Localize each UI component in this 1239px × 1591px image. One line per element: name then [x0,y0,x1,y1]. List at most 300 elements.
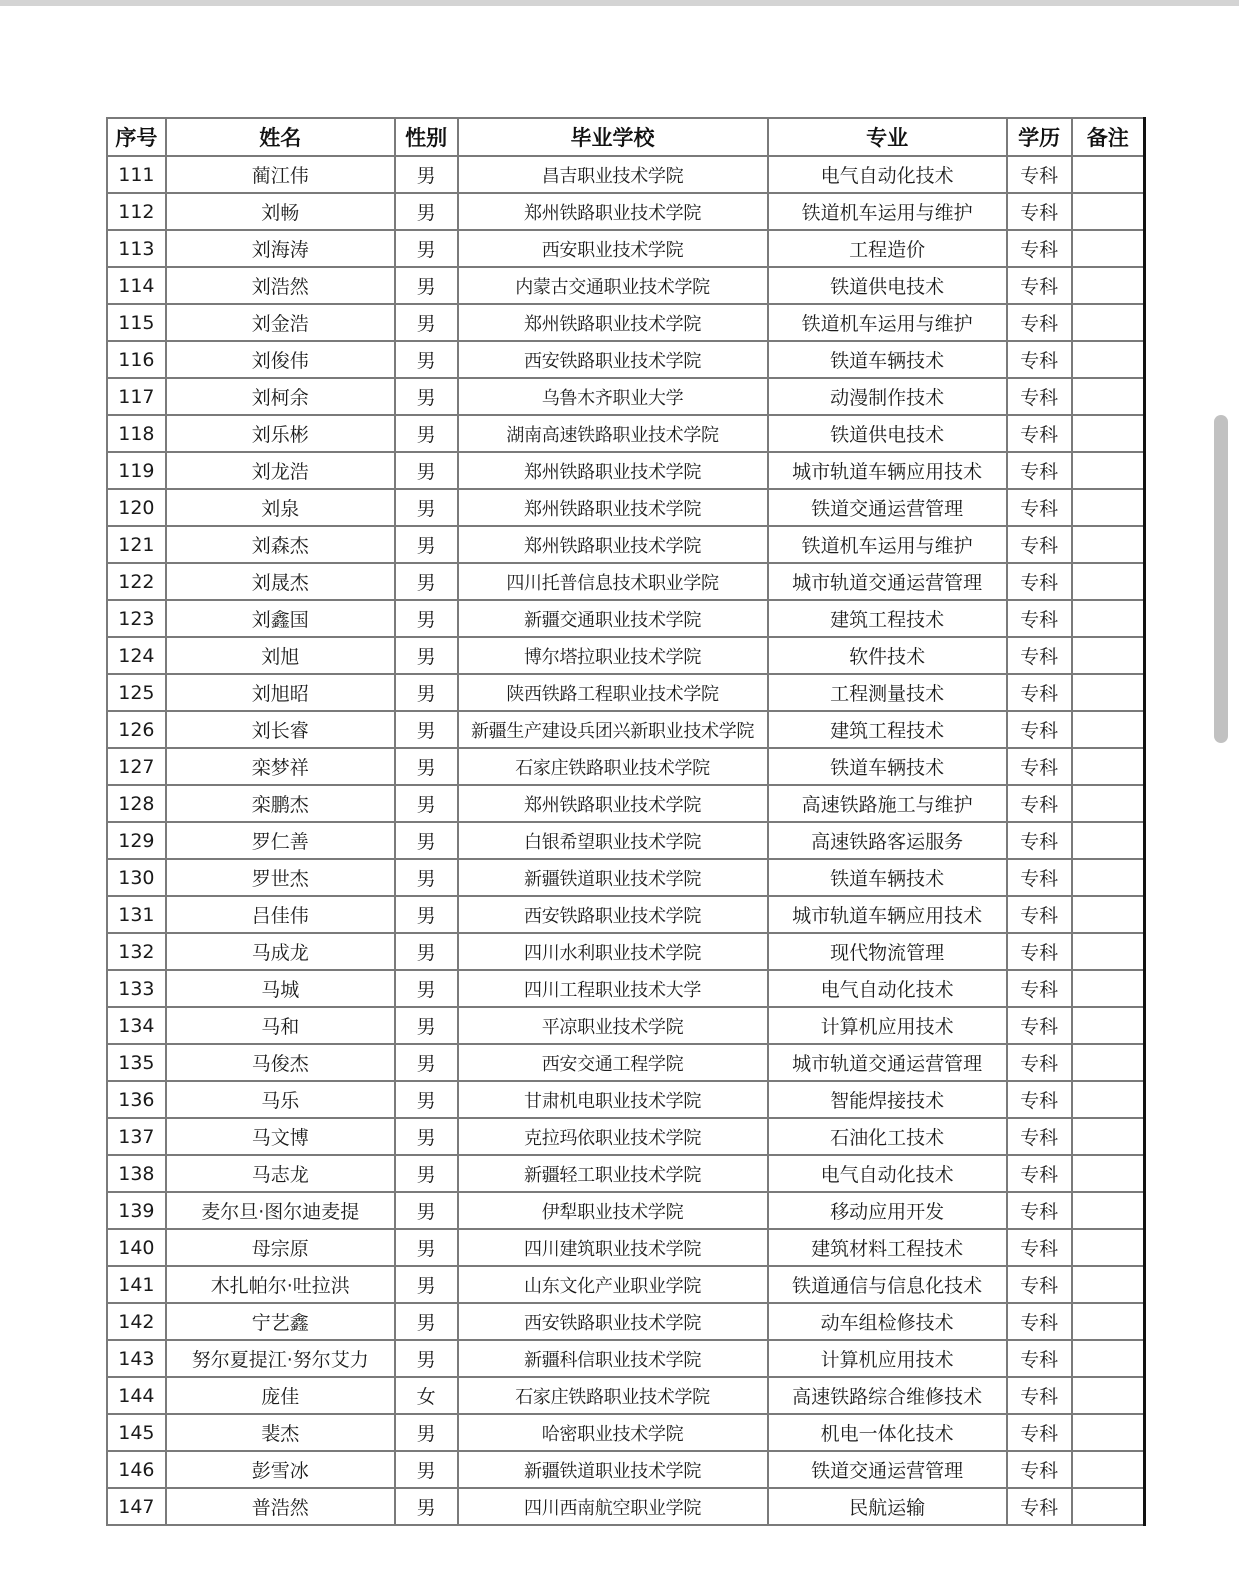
cell-school: 哈密职业技术学院 [458,1414,768,1451]
cell-index: 145 [107,1414,166,1451]
table-row [107,637,1145,674]
cell-remark [1072,267,1145,304]
cell-index: 135 [107,1044,166,1081]
cell-education: 专科 [1007,711,1072,748]
cell-major: 动车组检修技术 [768,1303,1007,1340]
cell-school: 四川西南航空职业学院 [458,1488,768,1525]
cell-remark [1072,1340,1145,1377]
cell-index: 143 [107,1340,166,1377]
cell-education: 专科 [1007,1118,1072,1155]
cell-gender: 女 [395,1377,458,1414]
cell-index: 113 [107,230,166,267]
cell-education: 专科 [1007,1377,1072,1414]
cell-index: 130 [107,859,166,896]
cell-remark [1072,859,1145,896]
cell-gender: 男 [395,674,458,711]
cell-index: 127 [107,748,166,785]
cell-remark [1072,933,1145,970]
header-name: 姓名 [166,118,395,156]
cell-school: 西安铁路职业技术学院 [458,1303,768,1340]
cell-name: 马俊杰 [166,1044,395,1081]
cell-index: 133 [107,970,166,1007]
cell-education: 专科 [1007,526,1072,563]
cell-index: 111 [107,156,166,193]
table-row [107,304,1145,341]
cell-name: 刘金浩 [166,304,395,341]
cell-education: 专科 [1007,970,1072,1007]
cell-education: 专科 [1007,748,1072,785]
cell-school: 西安职业技术学院 [458,230,768,267]
table-row [107,526,1145,563]
cell-index: 139 [107,1192,166,1229]
cell-school: 新疆轻工职业技术学院 [458,1155,768,1192]
cell-major: 铁道机车运用与维护 [768,304,1007,341]
cell-education: 专科 [1007,859,1072,896]
cell-gender: 男 [395,304,458,341]
table-row [107,1451,1145,1488]
cell-name: 努尔夏提江·努尔艾力 [166,1340,395,1377]
cell-school: 乌鲁木齐职业大学 [458,378,768,415]
cell-name: 马城 [166,970,395,1007]
cell-education: 专科 [1007,933,1072,970]
cell-gender: 男 [395,859,458,896]
cell-index: 137 [107,1118,166,1155]
cell-major: 计算机应用技术 [768,1340,1007,1377]
cell-education: 专科 [1007,230,1072,267]
cell-gender: 男 [395,970,458,1007]
cell-education: 专科 [1007,1451,1072,1488]
table-row [107,859,1145,896]
cell-education: 专科 [1007,156,1072,193]
header-remark: 备注 [1072,118,1145,156]
cell-index: 147 [107,1488,166,1525]
cell-name: 刘俊伟 [166,341,395,378]
table-row [107,1266,1145,1303]
cell-gender: 男 [395,1155,458,1192]
table-row [107,1044,1145,1081]
graduate-list-table [106,117,1146,1526]
cell-education: 专科 [1007,1007,1072,1044]
table-row [107,489,1145,526]
cell-major: 电气自动化技术 [768,1155,1007,1192]
cell-name: 马文博 [166,1118,395,1155]
cell-remark [1072,1007,1145,1044]
cell-gender: 男 [395,156,458,193]
cell-name: 普浩然 [166,1488,395,1525]
cell-index: 120 [107,489,166,526]
cell-gender: 男 [395,1266,458,1303]
cell-name: 刘泉 [166,489,395,526]
table-row [107,1192,1145,1229]
cell-school: 石家庄铁路职业技术学院 [458,1377,768,1414]
cell-gender: 男 [395,563,458,600]
cell-remark [1072,1303,1145,1340]
table-row [107,600,1145,637]
cell-name: 马乐 [166,1081,395,1118]
cell-major: 铁道机车运用与维护 [768,526,1007,563]
cell-major: 铁道车辆技术 [768,859,1007,896]
cell-name: 刘乐彬 [166,415,395,452]
table-row [107,1229,1145,1266]
cell-gender: 男 [395,193,458,230]
cell-major: 铁道车辆技术 [768,341,1007,378]
cell-school: 克拉玛依职业技术学院 [458,1118,768,1155]
cell-school: 新疆交通职业技术学院 [458,600,768,637]
cell-gender: 男 [395,1451,458,1488]
cell-gender: 男 [395,822,458,859]
cell-school: 陕西铁路工程职业技术学院 [458,674,768,711]
table-row [107,230,1145,267]
cell-name: 裴杰 [166,1414,395,1451]
cell-school: 四川水利职业技术学院 [458,933,768,970]
cell-name: 刘长睿 [166,711,395,748]
cell-education: 专科 [1007,1488,1072,1525]
cell-name: 刘旭 [166,637,395,674]
cell-gender: 男 [395,1414,458,1451]
table-row [107,896,1145,933]
cell-name: 马成龙 [166,933,395,970]
cell-index: 117 [107,378,166,415]
cell-education: 专科 [1007,1155,1072,1192]
cell-remark [1072,1192,1145,1229]
cell-index: 116 [107,341,166,378]
cell-gender: 男 [395,896,458,933]
cell-index: 141 [107,1266,166,1303]
cell-school: 四川托普信息技术职业学院 [458,563,768,600]
cell-gender: 男 [395,489,458,526]
table-row [107,267,1145,304]
cell-gender: 男 [395,1340,458,1377]
cell-index: 129 [107,822,166,859]
cell-gender: 男 [395,785,458,822]
table-row [107,822,1145,859]
cell-remark [1072,896,1145,933]
cell-name: 刘海涛 [166,230,395,267]
cell-education: 专科 [1007,674,1072,711]
cell-index: 144 [107,1377,166,1414]
cell-major: 铁道交通运营管理 [768,489,1007,526]
cell-gender: 男 [395,230,458,267]
cell-major: 计算机应用技术 [768,1007,1007,1044]
cell-education: 专科 [1007,896,1072,933]
cell-remark [1072,452,1145,489]
header-education: 学历 [1007,118,1072,156]
cell-index: 118 [107,415,166,452]
table-row [107,933,1145,970]
cell-education: 专科 [1007,1266,1072,1303]
header-gender: 性别 [395,118,458,156]
cell-name: 刘晟杰 [166,563,395,600]
cell-remark [1072,193,1145,230]
cell-education: 专科 [1007,378,1072,415]
cell-school: 白银希望职业技术学院 [458,822,768,859]
cell-gender: 男 [395,600,458,637]
cell-index: 112 [107,193,166,230]
cell-index: 114 [107,267,166,304]
cell-name: 刘龙浩 [166,452,395,489]
cell-major: 铁道机车运用与维护 [768,193,1007,230]
cell-education: 专科 [1007,193,1072,230]
cell-remark [1072,1488,1145,1525]
cell-school: 新疆铁道职业技术学院 [458,859,768,896]
table-row [107,711,1145,748]
cell-remark [1072,1229,1145,1266]
cell-remark [1072,304,1145,341]
cell-school: 郑州铁路职业技术学院 [458,489,768,526]
cell-index: 123 [107,600,166,637]
cell-remark [1072,378,1145,415]
cell-education: 专科 [1007,1192,1072,1229]
cell-name: 彭雪冰 [166,1451,395,1488]
cell-remark [1072,674,1145,711]
cell-major: 城市轨道交通运营管理 [768,1044,1007,1081]
cell-name: 木扎帕尔·吐拉洪 [166,1266,395,1303]
cell-name: 庞佳 [166,1377,395,1414]
cell-school: 西安铁路职业技术学院 [458,341,768,378]
table-row [107,1007,1145,1044]
header-major: 专业 [768,118,1007,156]
window-top-bar [0,0,1239,6]
table-row [107,452,1145,489]
cell-education: 专科 [1007,341,1072,378]
cell-remark [1072,1266,1145,1303]
cell-school: 石家庄铁路职业技术学院 [458,748,768,785]
cell-index: 126 [107,711,166,748]
cell-name: 栾梦祥 [166,748,395,785]
cell-name: 刘柯余 [166,378,395,415]
cell-gender: 男 [395,1303,458,1340]
cell-major: 高速铁路施工与维护 [768,785,1007,822]
cell-major: 铁道供电技术 [768,267,1007,304]
cell-remark [1072,711,1145,748]
cell-major: 电气自动化技术 [768,970,1007,1007]
cell-gender: 男 [395,378,458,415]
table-row [107,1155,1145,1192]
cell-index: 142 [107,1303,166,1340]
cell-school: 博尔塔拉职业技术学院 [458,637,768,674]
cell-gender: 男 [395,1192,458,1229]
cell-school: 郑州铁路职业技术学院 [458,452,768,489]
table-row [107,1488,1145,1525]
cell-school: 伊犁职业技术学院 [458,1192,768,1229]
cell-major: 铁道通信与信息化技术 [768,1266,1007,1303]
cell-remark [1072,1044,1145,1081]
table-row [107,785,1145,822]
cell-gender: 男 [395,415,458,452]
cell-major: 高速铁路客运服务 [768,822,1007,859]
table-row [107,1377,1145,1414]
cell-gender: 男 [395,1229,458,1266]
cell-gender: 男 [395,1007,458,1044]
cell-name: 麦尔旦·图尔迪麦提 [166,1192,395,1229]
cell-index: 121 [107,526,166,563]
header-school: 毕业学校 [458,118,768,156]
cell-major: 铁道交通运营管理 [768,1451,1007,1488]
vertical-scrollbar-thumb[interactable] [1214,415,1228,743]
cell-school: 新疆铁道职业技术学院 [458,1451,768,1488]
cell-school: 四川工程职业技术大学 [458,970,768,1007]
cell-index: 119 [107,452,166,489]
cell-school: 郑州铁路职业技术学院 [458,785,768,822]
cell-gender: 男 [395,341,458,378]
cell-major: 现代物流管理 [768,933,1007,970]
cell-education: 专科 [1007,1229,1072,1266]
cell-remark [1072,748,1145,785]
cell-gender: 男 [395,637,458,674]
cell-name: 宁艺鑫 [166,1303,395,1340]
table-row [107,563,1145,600]
cell-education: 专科 [1007,563,1072,600]
cell-education: 专科 [1007,600,1072,637]
table-row [107,674,1145,711]
cell-gender: 男 [395,1081,458,1118]
cell-remark [1072,1414,1145,1451]
cell-education: 专科 [1007,637,1072,674]
cell-gender: 男 [395,452,458,489]
cell-index: 136 [107,1081,166,1118]
cell-education: 专科 [1007,489,1072,526]
cell-major: 工程造价 [768,230,1007,267]
cell-school: 郑州铁路职业技术学院 [458,526,768,563]
cell-index: 146 [107,1451,166,1488]
cell-name: 刘森杰 [166,526,395,563]
cell-index: 131 [107,896,166,933]
cell-school: 西安交通工程学院 [458,1044,768,1081]
table-row [107,1340,1145,1377]
cell-school: 甘肃机电职业技术学院 [458,1081,768,1118]
cell-education: 专科 [1007,452,1072,489]
cell-index: 125 [107,674,166,711]
table-row [107,378,1145,415]
cell-name: 蔺江伟 [166,156,395,193]
cell-education: 专科 [1007,1044,1072,1081]
cell-school: 湖南高速铁路职业技术学院 [458,415,768,452]
cell-school: 内蒙古交通职业技术学院 [458,267,768,304]
cell-major: 动漫制作技术 [768,378,1007,415]
cell-major: 工程测量技术 [768,674,1007,711]
cell-index: 138 [107,1155,166,1192]
cell-gender: 男 [395,1044,458,1081]
cell-school: 四川建筑职业技术学院 [458,1229,768,1266]
cell-index: 134 [107,1007,166,1044]
cell-remark [1072,415,1145,452]
table-row [107,748,1145,785]
cell-education: 专科 [1007,1340,1072,1377]
cell-school: 昌吉职业技术学院 [458,156,768,193]
cell-remark [1072,489,1145,526]
cell-index: 132 [107,933,166,970]
cell-major: 城市轨道车辆应用技术 [768,452,1007,489]
cell-name: 刘浩然 [166,267,395,304]
cell-major: 铁道车辆技术 [768,748,1007,785]
cell-remark [1072,341,1145,378]
table-row [107,1118,1145,1155]
cell-name: 母宗原 [166,1229,395,1266]
cell-education: 专科 [1007,415,1072,452]
table-row [107,415,1145,452]
cell-education: 专科 [1007,1303,1072,1340]
cell-school: 西安铁路职业技术学院 [458,896,768,933]
table-row [107,1414,1145,1451]
table-row [107,970,1145,1007]
cell-major: 高速铁路综合维修技术 [768,1377,1007,1414]
cell-remark [1072,600,1145,637]
cell-remark [1072,785,1145,822]
cell-school: 郑州铁路职业技术学院 [458,193,768,230]
table-row [107,156,1145,193]
table-row [107,1081,1145,1118]
cell-major: 电气自动化技术 [768,156,1007,193]
table-row [107,193,1145,230]
cell-major: 城市轨道车辆应用技术 [768,896,1007,933]
cell-name: 刘鑫国 [166,600,395,637]
cell-remark [1072,1451,1145,1488]
header-index: 序号 [107,118,166,156]
cell-remark [1072,1155,1145,1192]
cell-education: 专科 [1007,304,1072,341]
cell-major: 软件技术 [768,637,1007,674]
cell-school: 山东文化产业职业学院 [458,1266,768,1303]
cell-gender: 男 [395,1488,458,1525]
cell-school: 新疆生产建设兵团兴新职业技术学院 [458,711,768,748]
cell-remark [1072,970,1145,1007]
cell-education: 专科 [1007,1081,1072,1118]
cell-index: 124 [107,637,166,674]
cell-name: 罗世杰 [166,859,395,896]
table-body [107,156,1145,1525]
cell-major: 石油化工技术 [768,1118,1007,1155]
table-header-row [107,118,1145,156]
cell-remark [1072,1081,1145,1118]
table-row [107,1303,1145,1340]
cell-gender: 男 [395,711,458,748]
cell-education: 专科 [1007,822,1072,859]
cell-gender: 男 [395,526,458,563]
cell-major: 移动应用开发 [768,1192,1007,1229]
cell-gender: 男 [395,748,458,785]
cell-gender: 男 [395,933,458,970]
cell-remark [1072,230,1145,267]
cell-remark [1072,822,1145,859]
cell-name: 栾鹏杰 [166,785,395,822]
cell-major: 智能焊接技术 [768,1081,1007,1118]
cell-education: 专科 [1007,267,1072,304]
cell-remark [1072,637,1145,674]
cell-remark [1072,156,1145,193]
cell-school: 平凉职业技术学院 [458,1007,768,1044]
cell-name: 刘旭昭 [166,674,395,711]
cell-name: 马和 [166,1007,395,1044]
cell-index: 140 [107,1229,166,1266]
cell-education: 专科 [1007,1414,1072,1451]
cell-gender: 男 [395,267,458,304]
cell-name: 马志龙 [166,1155,395,1192]
cell-remark [1072,1118,1145,1155]
cell-name: 吕佳伟 [166,896,395,933]
cell-index: 115 [107,304,166,341]
cell-school: 郑州铁路职业技术学院 [458,304,768,341]
cell-name: 刘畅 [166,193,395,230]
cell-remark [1072,526,1145,563]
cell-index: 122 [107,563,166,600]
cell-school: 新疆科信职业技术学院 [458,1340,768,1377]
cell-remark [1072,563,1145,600]
cell-major: 建筑工程技术 [768,711,1007,748]
cell-major: 建筑工程技术 [768,600,1007,637]
cell-major: 建筑材料工程技术 [768,1229,1007,1266]
cell-remark [1072,1377,1145,1414]
cell-major: 铁道供电技术 [768,415,1007,452]
